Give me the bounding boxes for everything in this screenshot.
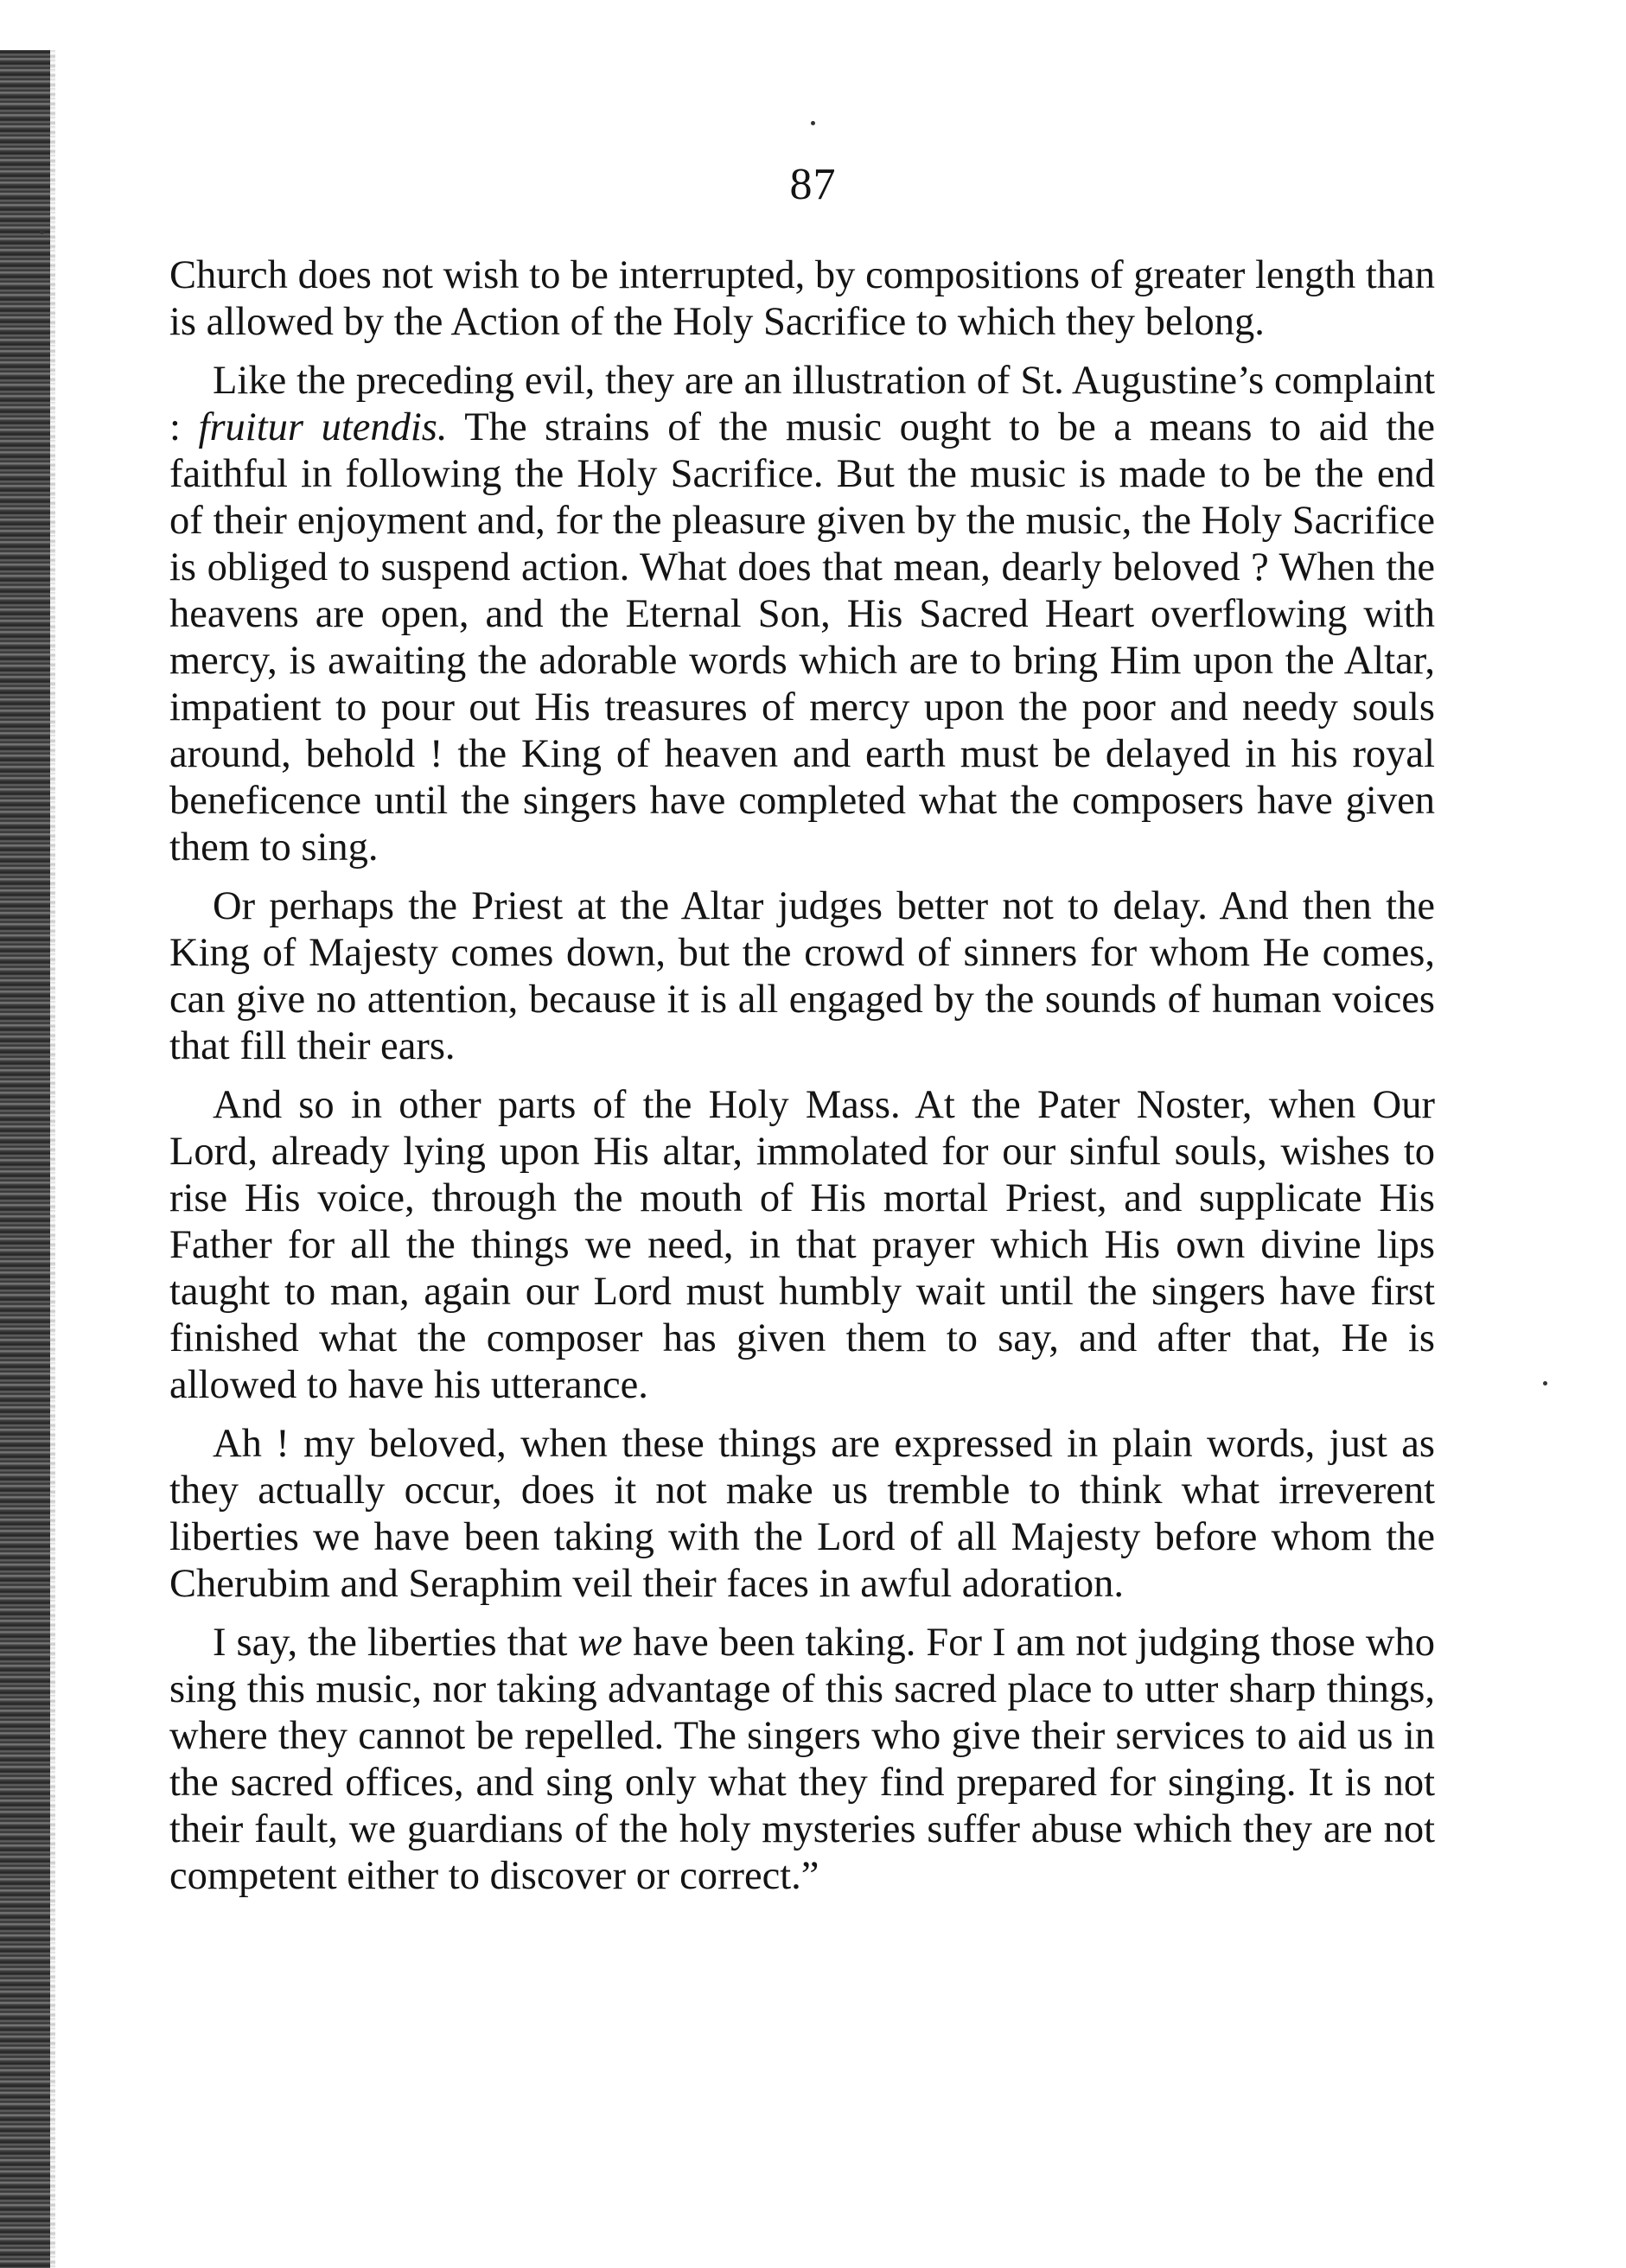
paragraph-2	[169, 358, 1435, 871]
paragraph-6	[169, 1620, 1435, 1900]
paragraph-3	[169, 883, 1435, 1070]
print-speck	[811, 121, 815, 125]
print-speck	[40, 230, 44, 234]
paragraph-5-text: Ah ! my beloved, when these things are expressed in plain words, just as they actually occur, does it not make us tremble to think what irreverent liberties we have been taking with the Lord of all Majesty before whom the Cherubim and Seraphim veil their faces in awful adoration.	[169, 1422, 1435, 1606]
paragraph-2-latin-phrase: fruitur utendis.	[198, 405, 448, 449]
paragraph-6-text-end: have been taking. For I am not judging those who sing this music, nor taking advantage of this sacred place to utter sharp things, where they cannot be repelled. The singers who give their services to aid us in the sacred offices, and sing only what they find prepared for singing. It is not their fault, we guardians of the holy mysteries suffer abuse which they are not competent either to discover or correct.”	[169, 1621, 1435, 1898]
paragraph-6-emphasis: we	[577, 1621, 623, 1665]
paragraph-1	[169, 252, 1435, 346]
print-speck	[1543, 1381, 1547, 1386]
paragraph-2-text-start: Like the preceding evil, they are an illustration of St. Augustine’s complaint :	[169, 359, 1435, 449]
paragraph-1-text: Church does not wish to be interrupted, by compositions of greater length than is allowed by the Action of the Holy Sacrifice to which they belong.	[169, 253, 1435, 344]
book-binding-edge	[0, 50, 50, 2268]
paragraph-4-text: And so in other parts of the Holy Mass. At the Pater Noster, when Our Lord, already lying upon His altar, immolated for our sinful souls, wishes to rise His voice, through the mouth of His mortal Priest, and supplicate His Father for all the things we need, in that prayer which His own divine lips taught to man, again our Lord must humbly wait until the singers have first finished what the composer has given them to say, and after that, He is allowed to have his utterance.	[169, 1083, 1435, 1407]
page-number: 87	[789, 160, 837, 209]
paragraph-6-text-start: I say, the liberties that	[213, 1621, 578, 1665]
paragraph-2-text-end: The strains of the music ought to be a means to aid the faithful in following the Holy Sacrifice. But the music is made to be the end of their enjoyment and, for the pleasure given by the music, the Holy Sacrifice is obliged to suspend action. What does that mean, dearly beloved ? When the heavens are open, and the Eternal Son, His Sacred Heart overflowing with mercy, is awaiting the adorable words which are to bring Him upon the Altar, impatient to pour out His treasures of mercy upon the poor and needy souls around, behold ! the King of heaven and earth must be delayed in his royal beneficence until the singers have completed what the composers have given them to sing.	[169, 405, 1435, 870]
paragraph-4	[169, 1082, 1435, 1409]
paragraph-3-text: Or perhaps the Priest at the Altar judges better not to delay. And then the King of Majesty comes down, but the crowd of sinners for whom He comes, can give no attention, because it is all engaged by the sounds of human voices that fill their ears.	[169, 884, 1435, 1068]
paragraph-5	[169, 1421, 1435, 1608]
page-body	[169, 252, 1435, 1903]
